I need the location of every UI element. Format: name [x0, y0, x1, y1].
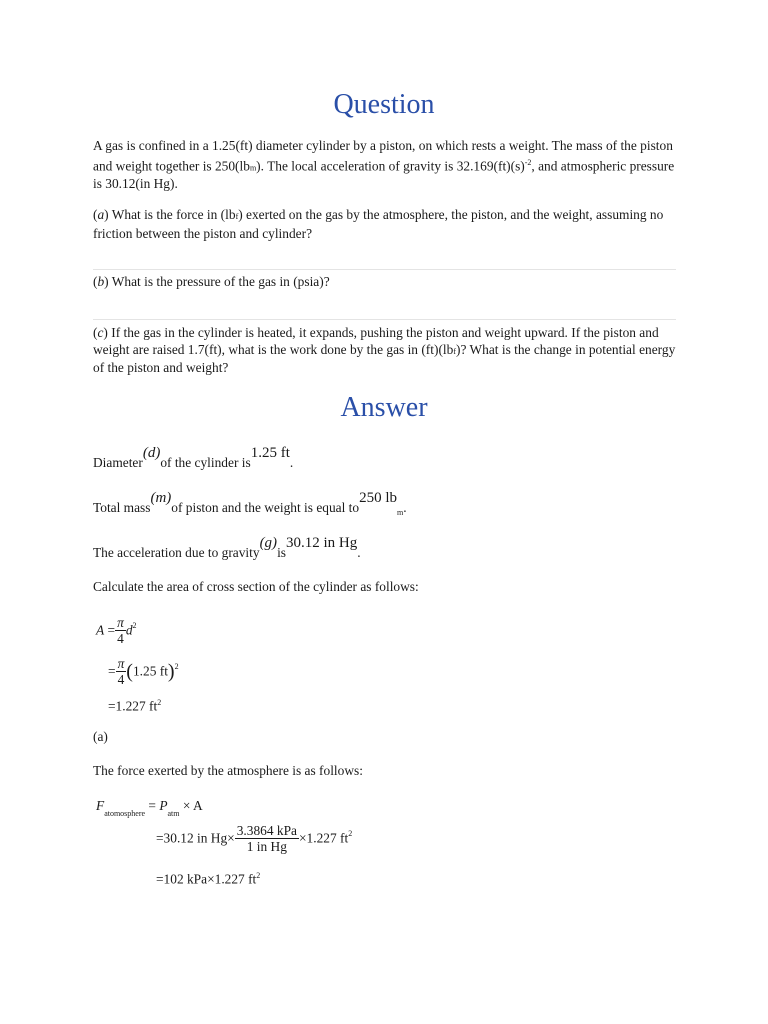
- area-eq-line3: =1.227 $ft^2$: [108, 698, 162, 714]
- area-intro: Calculate the area of cross section of the cylinder as follows:: [93, 579, 419, 594]
- area-eq-line2: = $\frac{\pi}{4}$ (1.25 ft)$^2$: [108, 656, 179, 687]
- answer-part-a-label: (a): [93, 729, 108, 744]
- area-eq-line1: A = $\frac{\pi}{4}$ $d^2$: [96, 615, 137, 646]
- question-heading: Question: [333, 89, 435, 120]
- question-part-a: (a) What is the force in (lbf) exerted on the gas by the atmosphere, the piston, and the weight, assuming no friction between the piston and cylinder?: [93, 207, 664, 241]
- force-eq-line3: =102 kPa×1.227 $ft^2$: [156, 871, 261, 887]
- diameter-line: Diameter(d)of the cylinder is1.25 ft.: [93, 445, 294, 470]
- question-part-b: (b) What is the pressure of the gas in (psia)?: [93, 274, 330, 289]
- force-eq-line2: =30.12 in Hg× $\frac{\text{3.3864 kPa}}{\text{1 in Hg}}$ ×1.227 $ft^2$: [156, 823, 353, 854]
- divider: [93, 319, 676, 320]
- divider: [93, 269, 676, 270]
- force-intro: The force exerted by the atmosphere is as follows:: [93, 763, 363, 778]
- mass-line: Total mass(m)of piston and the weight is equal to250 $lb_m$.: [93, 490, 407, 517]
- question-intro: A gas is confined in a 1.25(ft) diameter cylinder by a piston, on which rests a weight. The mass of the piston and weight together is 250(lbm). The local acceleration of gravity is $32.169(ft)(s)^{-2}$, and atmospheric pressure is 30.12(in Hg).: [93, 138, 675, 192]
- gravity-line: The acceleration due to gravity(g)is30.12 in Hg.: [93, 535, 361, 560]
- answer-heading: Answer: [340, 392, 428, 423]
- question-part-c: (c) If the gas in the cylinder is heated, it expands, pushing the piston and weight upward. If the piston and weight are raised 1.7(ft), what is the work done by the gas in (ft)(lbf)? What is the change in potential energy of the piston and weight?: [93, 325, 676, 375]
- force-eq-line1: $F_{atomosphere} = P_{atm} \times A$: [96, 798, 203, 818]
